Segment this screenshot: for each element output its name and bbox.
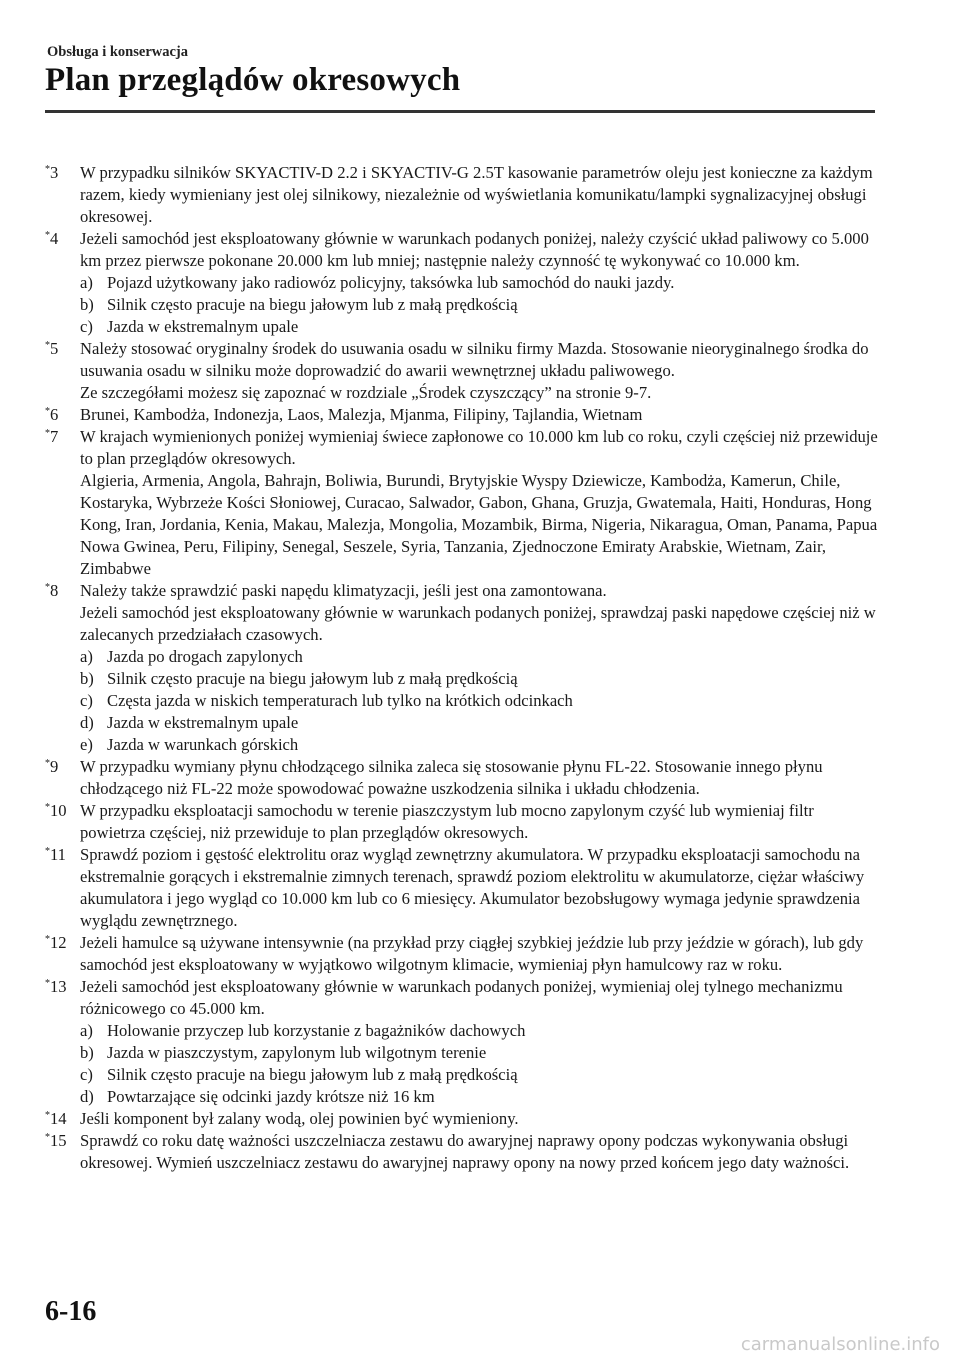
footnote-number: *13 — [45, 977, 67, 996]
page-number: 6-16 — [45, 1296, 97, 1327]
footnote — [45, 844, 880, 932]
footnote — [45, 580, 880, 756]
footnote-list-item — [80, 1064, 880, 1086]
footnote — [45, 162, 880, 228]
footnote-text: Jeżeli hamulce są używane intensywnie (na przykład przy ciągłej szybkiej jeździe lub przy jeździe w górach), lub gdy samochód jest eksploatowany w wyjątkowo wilgotnym klimacie, wymieniaj płyn hamulcowy raz w roku. — [80, 933, 864, 974]
footnote-number: *4 — [45, 229, 59, 248]
list-item-text: Częsta jazda w niskich temperaturach lub tylko na krótkich odcinkach — [107, 691, 573, 710]
footnote-text: W przypadku silników SKYACTIV-D 2.2 i SKYACTIV-G 2.5T kasowanie parametrów oleju jest konieczne za każdym razem, kiedy wymieniany jest olej silnikowy, niezależnie od wyświetlania komunikatu/lampki sygnalizacyjnej obsługi okresowej. — [80, 163, 873, 226]
footnote-text: W przypadku wymiany płynu chłodzącego silnika zaleca się stosowanie płynu FL-22. Stosowanie innego płynu chłodzącego niż FL-22 może spowodować poważne uszkodzenia silnika i układu chłodzenia. — [80, 757, 823, 798]
footnote — [45, 404, 880, 426]
footnote-list-item — [80, 294, 880, 316]
footnote-list-item — [80, 734, 880, 756]
list-item-key: b) — [80, 1043, 94, 1062]
list-item-text: Silnik często pracuje na biegu jałowym lub z małą prędkością — [107, 295, 518, 314]
list-item-text: Pojazd użytkowany jako radiowóz policyjny, taksówka lub samochód do nauki jazdy. — [107, 273, 675, 292]
footnote-number: *12 — [45, 933, 67, 952]
list-item-text: Jazda w ekstremalnym upale — [107, 713, 299, 732]
footnote-list-item — [80, 1042, 880, 1064]
footnote-text: Brunei, Kambodża, Indonezja, Laos, Malezja, Mjanma, Filipiny, Tajlandia, Wietnam — [80, 405, 643, 424]
footnote-text: W przypadku eksploatacji samochodu w terenie piaszczystym lub mocno zapylonym czyść lub wymieniaj filtr powietrza częściej, niż przewiduje to plan przeglądów okresowych. — [80, 801, 814, 842]
footnote-list-item — [80, 690, 880, 712]
footnote-number: *10 — [45, 801, 67, 820]
footnote — [45, 228, 880, 338]
footnote-text: Algieria, Armenia, Angola, Bahrajn, Boliwia, Burundi, Brytyjskie Wyspy Dziewicze, Kambodża, Kamerun, Chile, Kostaryka, Wybrzeże Kości Słoniowej, Curacao, Salwador, Gabon, Ghana, Gruzja, Gwatemala, Haiti, Honduras, Hong Kong, Iran, Jordania, Kenia, Makau, Malezja, Mongolia, Mozambik, Birma, Nigeria, Nikaragua, Oman, Panama, Papua Nowa Gwinea, Peru, Filipiny, Senegal, Seszele, Syria, Tanzania, Zjednoczone Emiraty Arabskie, Wietnam, Zair, Zimbabwe — [80, 471, 878, 578]
footnote-number: *14 — [45, 1109, 67, 1128]
list-item-key: a) — [80, 1021, 93, 1040]
footnote-number: *3 — [45, 163, 59, 182]
list-item-key: d) — [80, 713, 94, 732]
title-rule — [45, 110, 875, 113]
list-item-key: b) — [80, 669, 94, 688]
footnote-text: Jeżeli samochód jest eksploatowany głównie w warunkach podanych poniżej, wymieniaj olej tylnego mechanizmu różnicowego co 45.000 km. — [80, 977, 843, 1018]
footnote-number: *8 — [45, 581, 59, 600]
footnote-text: Jeżeli samochód jest eksploatowany głównie w warunkach podanych poniżej, należy czyścić układ paliwowy co 5.000 km przez pierwsze pokonane 20.000 km lub mniej; następnie należy czynność tę wykonywać co 10.000 km. — [80, 229, 869, 270]
list-item-text: Silnik często pracuje na biegu jałowym lub z małą prędkością — [107, 1065, 518, 1084]
footnote-number: *15 — [45, 1131, 67, 1150]
footnote-list-item — [80, 316, 880, 338]
footnote-text: Sprawdź poziom i gęstość elektrolitu oraz wygląd zewnętrzny akumulatora. W przypadku eksploatacji samochodu na ekstremalnie gorących i ekstremalnie zimnych terenach, sprawdź poziom elektrolitu w akumulatorze, ciężar właściwy akumulatora i jego wygląd co 10.000 km lub co 6 miesięcy. Akumulator bezobsługowy wymaga jedynie sprawdzenia wyglądu zewnętrznego. — [80, 845, 865, 930]
section-label: Obsługa i konserwacja — [47, 44, 188, 60]
footnote-number: *7 — [45, 427, 59, 446]
footnote-list-item — [80, 712, 880, 734]
footnote-list-item — [80, 272, 880, 294]
footnote-text: Ze szczegółami możesz się zapoznać w rozdziale „Środek czyszczący” na stronie 9-7. — [80, 383, 652, 402]
list-item-key: c) — [80, 1065, 93, 1084]
footnote-text: W krajach wymienionych poniżej wymieniaj świece zapłonowe co 10.000 km lub co roku, czyli częściej niż przewiduje to plan przeglądów okresowych. — [80, 427, 878, 468]
list-item-key: a) — [80, 273, 93, 292]
footnote — [45, 338, 880, 404]
list-item-text: Jazda w ekstremalnym upale — [107, 317, 299, 336]
list-item-text: Powtarzające się odcinki jazdy krótsze niż 16 km — [107, 1087, 435, 1106]
footnote-number: *11 — [45, 845, 66, 864]
page-title: Plan przeglądów okresowych — [45, 62, 461, 98]
footnote — [45, 1108, 880, 1130]
footnote — [45, 756, 880, 800]
footnote-number: *5 — [45, 339, 59, 358]
watermark: carmanualsonline.info — [740, 1334, 940, 1355]
list-item-key: e) — [80, 735, 93, 754]
list-item-text: Silnik często pracuje na biegu jałowym lub z małą prędkością — [107, 669, 518, 688]
footnote-number: *6 — [45, 405, 59, 424]
footnote-list-item — [80, 1086, 880, 1108]
notes-list — [45, 162, 880, 1174]
footnote-text: Należy także sprawdzić paski napędu klimatyzacji, jeśli jest ona zamontowana. — [80, 581, 607, 600]
footnote-text: Należy stosować oryginalny środek do usuwania osadu w silniku firmy Mazda. Stosowanie nieoryginalnego środka do usuwania osadu w silniku może doprowadzić do awarii wewnętrznej układu paliwowego. — [80, 339, 869, 380]
footnote — [45, 426, 880, 580]
footnote — [45, 976, 880, 1108]
footnote — [45, 932, 880, 976]
footnote-text: Jeśli komponent był zalany wodą, olej powinien być wymieniony. — [80, 1109, 519, 1128]
footnote — [45, 800, 880, 844]
footnote-text: Sprawdź co roku datę ważności uszczelniacza zestawu do awaryjnej naprawy opony podczas wykonywania obsługi okresowej. Wymień uszczelniacz zestawu do awaryjnej naprawy opony na nowy przed końcem jego daty ważności. — [80, 1131, 850, 1172]
list-item-text: Holowanie przyczep lub korzystanie z bagażników dachowych — [107, 1021, 526, 1040]
list-item-key: b) — [80, 295, 94, 314]
list-item-text: Jazda po drogach zapylonych — [107, 647, 303, 666]
list-item-text: Jazda w warunkach górskich — [107, 735, 299, 754]
list-item-key: c) — [80, 317, 93, 336]
footnote — [45, 1130, 880, 1174]
footnote-text: Jeżeli samochód jest eksploatowany głównie w warunkach podanych poniżej, sprawdzaj paski napędowe częściej niż w zalecanych przedziałach czasowych. — [80, 603, 876, 644]
list-item-key: d) — [80, 1087, 94, 1106]
list-item-text: Jazda w piaszczystym, zapylonym lub wilgotnym terenie — [107, 1043, 487, 1062]
list-item-key: c) — [80, 691, 93, 710]
footnote-list-item — [80, 668, 880, 690]
footnote-number: *9 — [45, 757, 59, 776]
list-item-key: a) — [80, 647, 93, 666]
footnote-list-item — [80, 646, 880, 668]
footnote-list-item — [80, 1020, 880, 1042]
